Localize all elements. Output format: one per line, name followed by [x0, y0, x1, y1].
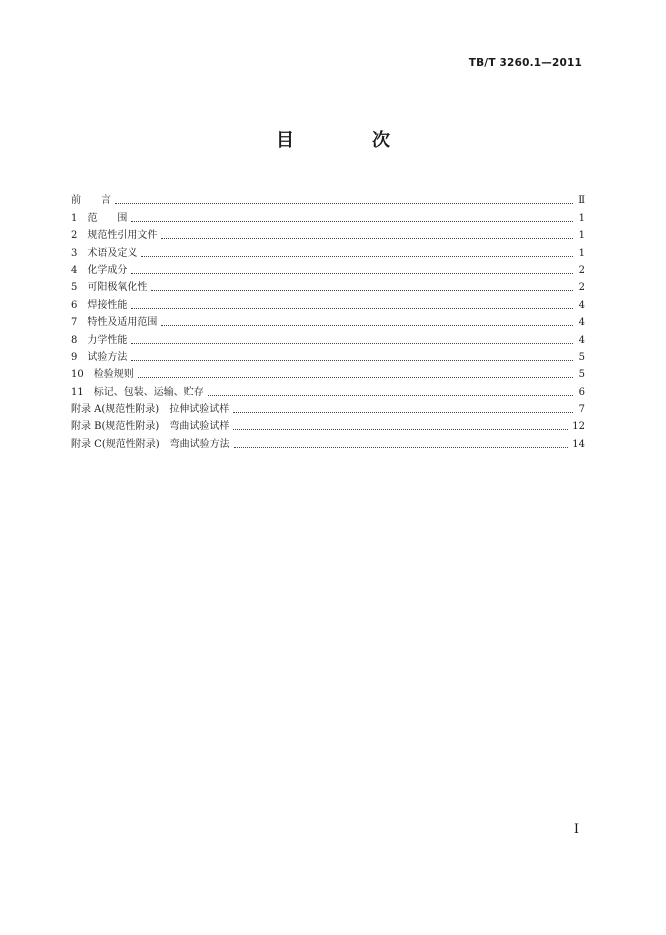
toc-entry[interactable] [71, 277, 585, 294]
toc-entry-label: 9 试验方法 [71, 351, 128, 363]
toc-leader-dots [115, 203, 573, 204]
toc-entry-label: 10 检验规则 [71, 369, 134, 381]
toc-entry-page: 14 [572, 438, 585, 450]
toc-entry[interactable] [71, 381, 585, 398]
toc-leader-dots [138, 377, 573, 378]
toc-entry-label: 3 术语及定义 [71, 247, 138, 259]
toc-entry-page: 1 [578, 230, 585, 242]
toc-entry[interactable] [71, 207, 585, 224]
toc-entry-label: 8 力学性能 [71, 334, 128, 346]
toc-title: 目 次 [276, 130, 420, 151]
toc-entry-label: 附录 B(规范性附录) 弯曲试验试样 [71, 421, 230, 433]
toc-entry-label: 11 标记、包装、运输、贮存 [71, 386, 204, 398]
toc-leader-dots [131, 221, 573, 222]
toc-entry-label: 前 言 [71, 195, 111, 207]
toc-leader-dots [161, 238, 573, 239]
toc-entry-page: Ⅱ [578, 195, 585, 207]
toc-entry[interactable] [71, 347, 585, 364]
toc-entry-page: 5 [578, 369, 585, 381]
toc-entry-label: 5 可阳极氧化性 [71, 282, 148, 294]
toc-entry-page: 12 [572, 421, 585, 433]
toc-leader-dots [131, 343, 573, 344]
toc-entry-page: 1 [578, 247, 585, 259]
toc-entry[interactable] [71, 416, 585, 433]
toc-leader-dots [131, 273, 573, 274]
toc-leader-dots [141, 256, 573, 257]
toc-entry-page: 4 [578, 317, 585, 329]
table-of-contents [71, 190, 585, 451]
toc-entry-page: 4 [578, 334, 585, 346]
toc-entry[interactable] [71, 364, 585, 381]
toc-entry[interactable] [71, 433, 585, 450]
toc-entry-label: 附录 A(规范性附录) 拉伸试验试样 [71, 404, 230, 416]
toc-entry[interactable] [71, 329, 585, 346]
toc-entry-label: 2 规范性引用文件 [71, 230, 158, 242]
standard-code: TB/T 3260.1—2011 [468, 57, 582, 69]
toc-leader-dots [131, 360, 573, 361]
toc-entry[interactable] [71, 260, 585, 277]
toc-entry-label: 附录 C(规范性附录) 弯曲试验方法 [71, 438, 230, 450]
toc-entry-label: 6 焊接性能 [71, 299, 128, 311]
toc-entry[interactable] [71, 225, 585, 242]
toc-entry[interactable] [71, 190, 585, 207]
toc-entry-page: 7 [578, 404, 585, 416]
toc-entry[interactable] [71, 294, 585, 311]
toc-entry[interactable] [71, 312, 585, 329]
toc-entry-page: 6 [578, 386, 585, 398]
page-number: Ⅰ [573, 822, 579, 837]
toc-leader-dots [234, 447, 569, 448]
toc-leader-dots [161, 325, 573, 326]
toc-leader-dots [233, 429, 568, 430]
toc-leader-dots [233, 412, 573, 413]
toc-entry-page: 4 [578, 299, 585, 311]
toc-entry[interactable] [71, 399, 585, 416]
toc-entry-label: 1 范 围 [71, 212, 128, 224]
toc-entry-page: 2 [578, 264, 585, 276]
toc-entry-page: 2 [578, 282, 585, 294]
toc-entry[interactable] [71, 242, 585, 259]
toc-leader-dots [208, 395, 573, 396]
toc-leader-dots [131, 308, 573, 309]
toc-entry-page: 5 [578, 351, 585, 363]
toc-leader-dots [151, 290, 573, 291]
toc-entry-label: 4 化学成分 [71, 264, 128, 276]
toc-entry-page: 1 [578, 212, 585, 224]
toc-entry-label: 7 特性及适用范围 [71, 317, 158, 329]
